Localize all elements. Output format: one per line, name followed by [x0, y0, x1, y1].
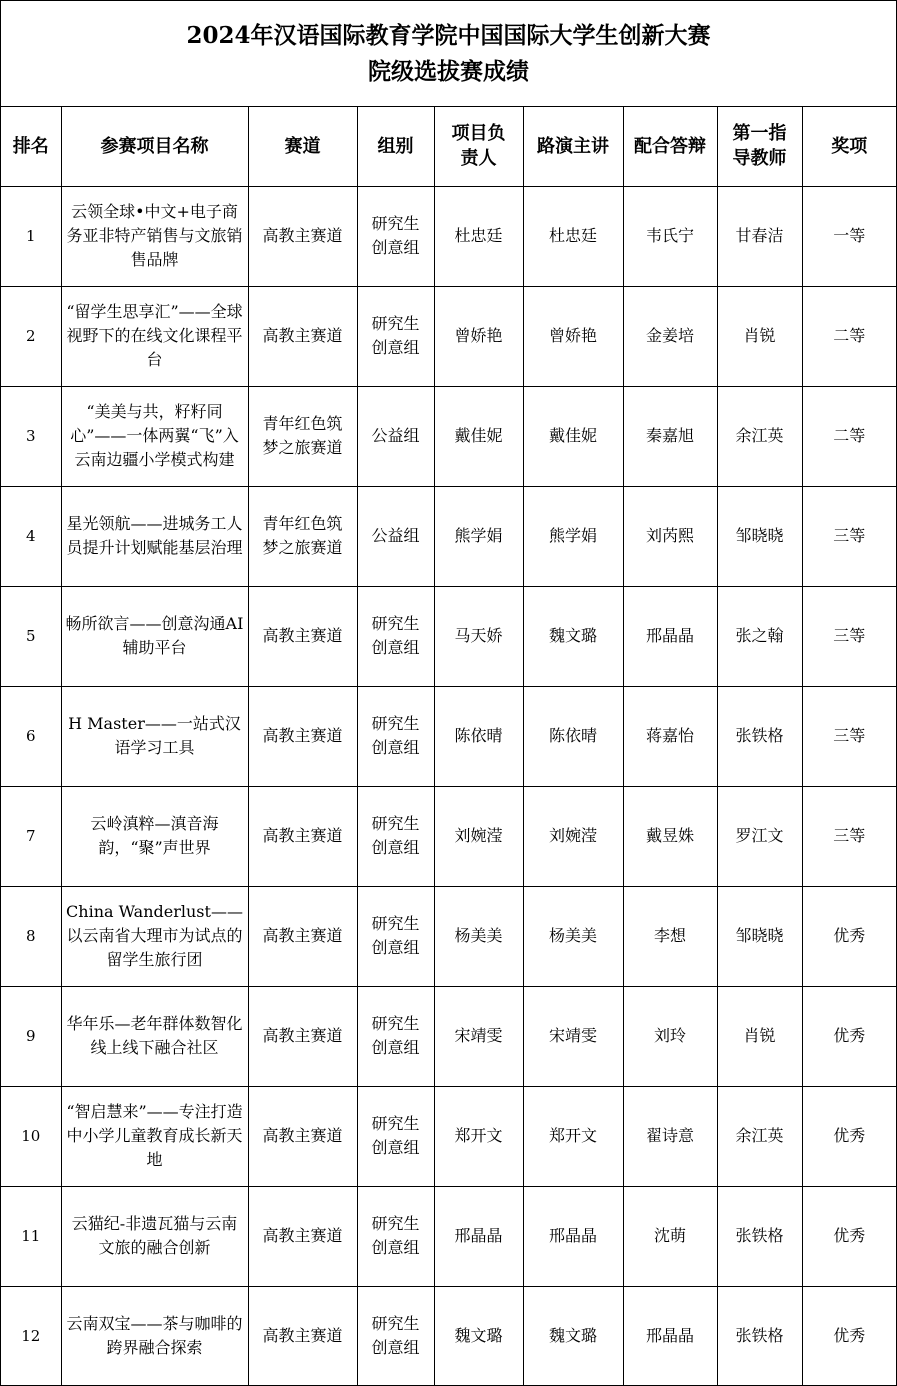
cell-advisor: 甘春洁	[717, 186, 802, 286]
table-row	[1, 1286, 896, 1385]
cell-track: 高教主赛道	[248, 1186, 357, 1286]
cell-rank: 3	[1, 386, 61, 486]
title-line-2: 院级选拔赛成绩	[368, 57, 529, 85]
cell-advisor: 肖锐	[717, 286, 802, 386]
cell-qa: 邢晶晶	[623, 586, 717, 686]
cell-presenter: 刘婉滢	[523, 786, 623, 886]
header-leader: 项目负责人	[434, 107, 523, 186]
table-row	[1, 386, 896, 486]
cell-presenter: 郑开文	[523, 1086, 623, 1186]
cell-track: 青年红色筑梦之旅赛道	[248, 486, 357, 586]
cell-leader: 曾娇艳	[434, 286, 523, 386]
cell-rank: 4	[1, 486, 61, 586]
cell-leader: 戴佳妮	[434, 386, 523, 486]
cell-award: 优秀	[802, 986, 896, 1086]
cell-award: 优秀	[802, 1186, 896, 1286]
cell-award: 三等	[802, 786, 896, 886]
cell-track: 高教主赛道	[248, 586, 357, 686]
cell-project: 畅所欲言——创意沟通AI 辅助平台	[61, 586, 248, 686]
cell-qa: 秦嘉旭	[623, 386, 717, 486]
results-table	[1, 107, 896, 1385]
cell-project: China Wanderlust——以云南省大理市为试点的留学生旅行团	[61, 886, 248, 986]
cell-project: “留学生思享汇”——全球视野下的在线文化课程平台	[61, 286, 248, 386]
cell-group: 研究生创意组	[357, 786, 434, 886]
cell-track: 青年红色筑梦之旅赛道	[248, 386, 357, 486]
cell-presenter: 熊学娟	[523, 486, 623, 586]
title-line-1: 2024年汉语国际教育学院中国国际大学生创新大赛	[186, 21, 711, 49]
header-rank: 排名	[1, 107, 61, 186]
cell-presenter: 杜忠廷	[523, 186, 623, 286]
cell-qa: 翟诗意	[623, 1086, 717, 1186]
cell-award: 三等	[802, 686, 896, 786]
cell-group: 研究生创意组	[357, 586, 434, 686]
cell-rank: 1	[1, 186, 61, 286]
cell-advisor: 邹晓晓	[717, 886, 802, 986]
cell-qa: 金姜培	[623, 286, 717, 386]
cell-project: 星光领航——进城务工人员提升计划赋能基层治理	[61, 486, 248, 586]
table-row	[1, 886, 896, 986]
cell-presenter: 戴佳妮	[523, 386, 623, 486]
cell-track: 高教主赛道	[248, 186, 357, 286]
cell-advisor: 肖锐	[717, 986, 802, 1086]
header-award: 奖项	[802, 107, 896, 186]
cell-award: 二等	[802, 386, 896, 486]
cell-group: 研究生创意组	[357, 1186, 434, 1286]
cell-group: 研究生创意组	[357, 1086, 434, 1186]
cell-project: “美美与共，籽籽同心”——一体两翼“飞”入云南边疆小学模式构建	[61, 386, 248, 486]
cell-leader: 马天娇	[434, 586, 523, 686]
cell-leader: 杜忠廷	[434, 186, 523, 286]
cell-award: 优秀	[802, 886, 896, 986]
table-row	[1, 486, 896, 586]
cell-advisor: 邹晓晓	[717, 486, 802, 586]
cell-award: 一等	[802, 186, 896, 286]
header-presenter: 路演主讲	[523, 107, 623, 186]
document-title	[1, 1, 896, 107]
table-row	[1, 786, 896, 886]
cell-leader: 魏文璐	[434, 1286, 523, 1385]
table-row	[1, 1186, 896, 1286]
cell-track: 高教主赛道	[248, 786, 357, 886]
table-row	[1, 1086, 896, 1186]
cell-project: 华年乐—老年群体数智化线上线下融合社区	[61, 986, 248, 1086]
header-project: 参赛项目名称	[61, 107, 248, 186]
cell-presenter: 魏文璐	[523, 1286, 623, 1385]
cell-project: H Master——一站式汉语学习工具	[61, 686, 248, 786]
cell-qa: 刘芮熙	[623, 486, 717, 586]
cell-leader: 杨美美	[434, 886, 523, 986]
cell-rank: 10	[1, 1086, 61, 1186]
cell-track: 高教主赛道	[248, 1086, 357, 1186]
cell-presenter: 宋靖雯	[523, 986, 623, 1086]
cell-group: 研究生创意组	[357, 186, 434, 286]
cell-rank: 9	[1, 986, 61, 1086]
cell-track: 高教主赛道	[248, 1286, 357, 1385]
cell-rank: 5	[1, 586, 61, 686]
header-group: 组别	[357, 107, 434, 186]
cell-project: 云猫纪-非遗瓦猫与云南文旅的融合创新	[61, 1186, 248, 1286]
cell-qa: 刘玲	[623, 986, 717, 1086]
cell-advisor: 张铁格	[717, 686, 802, 786]
cell-rank: 8	[1, 886, 61, 986]
cell-group: 研究生创意组	[357, 286, 434, 386]
cell-track: 高教主赛道	[248, 286, 357, 386]
table-row	[1, 686, 896, 786]
cell-track: 高教主赛道	[248, 686, 357, 786]
cell-advisor: 罗江文	[717, 786, 802, 886]
cell-group: 研究生创意组	[357, 886, 434, 986]
cell-award: 三等	[802, 486, 896, 586]
cell-award: 三等	[802, 586, 896, 686]
header-qa: 配合答辩	[623, 107, 717, 186]
cell-advisor: 张铁格	[717, 1286, 802, 1385]
table-row	[1, 286, 896, 386]
cell-rank: 12	[1, 1286, 61, 1385]
cell-project: 云领全球•中文+电子商务亚非特产销售与文旅销售品牌	[61, 186, 248, 286]
cell-leader: 熊学娟	[434, 486, 523, 586]
cell-presenter: 陈依晴	[523, 686, 623, 786]
cell-group: 研究生创意组	[357, 686, 434, 786]
cell-qa: 蒋嘉怡	[623, 686, 717, 786]
header-track: 赛道	[248, 107, 357, 186]
cell-qa: 李想	[623, 886, 717, 986]
cell-award: 二等	[802, 286, 896, 386]
cell-presenter: 邢晶晶	[523, 1186, 623, 1286]
header-row	[1, 107, 896, 186]
cell-group: 公益组	[357, 386, 434, 486]
cell-track: 高教主赛道	[248, 986, 357, 1086]
cell-project: 云南双宝——茶与咖啡的跨界融合探索	[61, 1286, 248, 1385]
cell-rank: 6	[1, 686, 61, 786]
cell-track: 高教主赛道	[248, 886, 357, 986]
cell-presenter: 曾娇艳	[523, 286, 623, 386]
cell-qa: 沈萌	[623, 1186, 717, 1286]
cell-qa: 戴昱姝	[623, 786, 717, 886]
cell-group: 研究生创意组	[357, 1286, 434, 1385]
cell-advisor: 张铁格	[717, 1186, 802, 1286]
cell-group: 研究生创意组	[357, 986, 434, 1086]
cell-advisor: 余江英	[717, 386, 802, 486]
header-advisor: 第一指导教师	[717, 107, 802, 186]
cell-leader: 邢晶晶	[434, 1186, 523, 1286]
cell-advisor: 张之翰	[717, 586, 802, 686]
table-row	[1, 186, 896, 286]
cell-rank: 2	[1, 286, 61, 386]
cell-qa: 韦氏宁	[623, 186, 717, 286]
cell-leader: 郑开文	[434, 1086, 523, 1186]
cell-project: “智启慧来”——专注打造中小学儿童教育成长新天地	[61, 1086, 248, 1186]
table-row	[1, 986, 896, 1086]
cell-leader: 宋靖雯	[434, 986, 523, 1086]
cell-presenter: 魏文璐	[523, 586, 623, 686]
cell-group: 公益组	[357, 486, 434, 586]
cell-award: 优秀	[802, 1086, 896, 1186]
table-row	[1, 586, 896, 686]
cell-leader: 陈依晴	[434, 686, 523, 786]
cell-presenter: 杨美美	[523, 886, 623, 986]
cell-rank: 7	[1, 786, 61, 886]
cell-advisor: 余江英	[717, 1086, 802, 1186]
cell-leader: 刘婉滢	[434, 786, 523, 886]
table-body	[1, 186, 896, 1385]
cell-qa: 邢晶晶	[623, 1286, 717, 1385]
cell-award: 优秀	[802, 1286, 896, 1385]
cell-rank: 11	[1, 1186, 61, 1286]
cell-project: 云岭滇粹—滇音海韵，“聚”声世界	[61, 786, 248, 886]
